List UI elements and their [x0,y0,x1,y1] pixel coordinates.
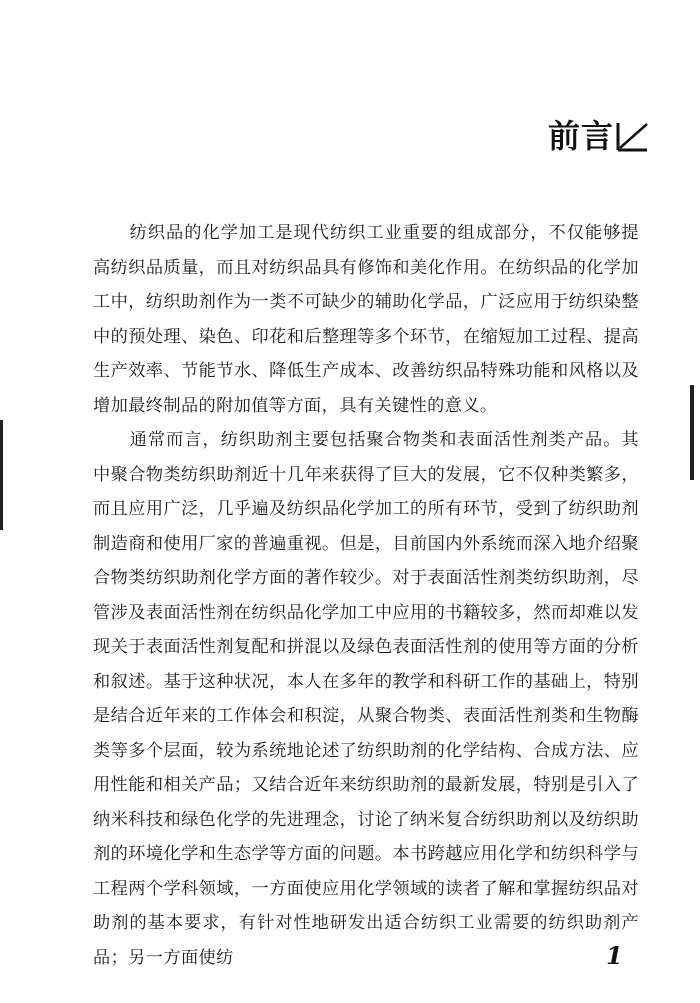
paragraph [93,216,639,423]
paragraph [93,423,639,975]
paragraph-text: 纺织品的化学加工是现代纺织工业重要的组成部分，不仅能够提高纺织品质量，而且对纺织品具有修饰和美化作用。在纺织品的化学加工中，纺织助剂作为一类不可缺少的辅助化学品，广泛应用于纺织染整中的预处理、染色、印花和后整理等多个环节，在缩短加工过程、提高生产效率、节能节水、降低生产成本、改善纺织品特殊功能和风格以及增加最终制品的附加值等方面，具有关键性的意义。 [93,223,639,416]
chapter-title: 前言 [548,117,615,155]
scan-edge-mark-right [690,385,694,480]
paragraph-text: 通常而言，纺织助剂主要包括聚合物类和表面活性剂类产品。其中聚合物类纺织助剂近十几年来获得了巨大的发展，它不仅种类繁多，而且应用广泛，几乎遍及纺织品化学加工的所有环节，受到了纺织助剂制造商和使用厂家的普遍重视。但是，目前国内外系统而深入地介绍聚合物类纺织助剂化学方面的著作较少。对于表面活性剂类纺织助剂，尽管涉及表面活性剂在纺织品化学加工中应用的书籍较多，然而却难以发现关于表面活性剂复配和拼混以及绿色表面活性剂的使用等方面的分析和叙述。基于这种状况，本人在多年的教学和科研工作的基础上，特别是结合近年来的工作体会和积淀，从聚合物类、表面活性剂类和生物酶类等多个层面，较为系统地论述了纺织助剂的化学结构、合成方法、应用性能和相关产品；又结合近年来纺织助剂的最新发展，特别是引入了纳米科技和绿色化学的先进理念，讨论了纳米复合纺织助剂以及纺织助剂的环境化学和生态学等方面的问题。本书跨越应用化学和纺织科学与工程两个学科领域，一方面使应用化学领域的读者了解和掌握纺织品对助剂的基本要求，有针对性地研发出适合纺织工业需要的纺织助剂产品；另一方面使纺 [93,430,639,968]
preface-body [93,216,639,975]
scan-edge-mark-left [0,420,3,530]
page-number: 1 [606,941,623,970]
corner-arrow-icon [616,118,650,154]
chapter-heading [548,118,650,154]
